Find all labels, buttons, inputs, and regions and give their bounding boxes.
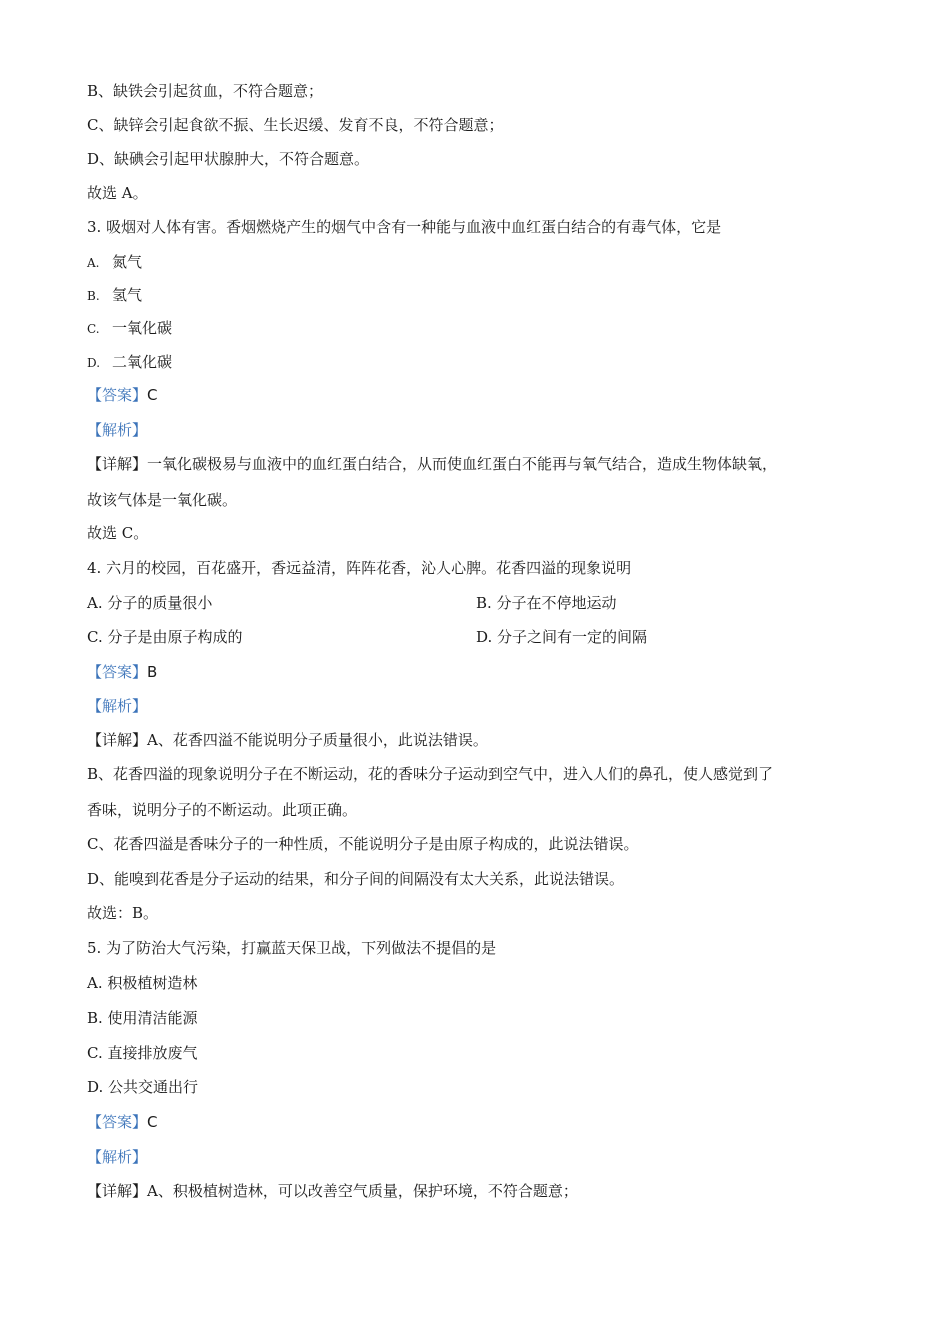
q3-option-b-text: 氢气 <box>112 286 143 304</box>
q4-stem: 4. 六月的校园，百花盛开，香远益清，阵阵花香，沁人心脾。花香四溢的现象说明 <box>87 559 632 577</box>
q4-option-c: C. 分子是由原子构成的 <box>87 628 243 646</box>
q4-answer-value: B <box>147 663 158 681</box>
q4-option-d: D. 分子之间有一定的间隔 <box>476 628 648 646</box>
prev-analysis-b: B、缺铁会引起贫血，不符合题意； <box>87 82 324 100</box>
q4-detail-d: D、能嗅到花香是分子运动的结果，和分子间的间隔没有太大关系，此说法错误。 <box>87 870 625 888</box>
q3-option-d-text: 二氧化碳 <box>112 353 173 371</box>
q3-option-b <box>87 285 142 306</box>
q4-detail-b1: B、花香四溢的现象说明分子在不断运动，花的香味分子运动到空气中，进入人们的鼻孔，使人感觉到了 <box>87 765 774 783</box>
q3-detail-line1: 【详解】一氧化碳极易与血液中的血红蛋白结合，从而使血红蛋白不能再与氧气结合，造成生物体缺氧， <box>87 455 778 473</box>
q4-answer <box>87 662 157 682</box>
q3-option-a <box>87 252 142 273</box>
q3-analysis-tag: 【解析】 <box>87 421 148 439</box>
q3-stem: 3. 吸烟对人体有害。香烟燃烧产生的烟气中含有一种能与血液中血红蛋白结合的有毒气体，它是 <box>87 218 722 236</box>
q5-answer <box>87 1112 158 1132</box>
q3-option-b-letter: B. <box>87 289 100 303</box>
q3-choose: 故选 C。 <box>87 524 149 542</box>
q5-option-b: B. 使用清洁能源 <box>87 1009 198 1027</box>
q3-answer <box>87 385 158 405</box>
q3-option-c-letter: C. <box>87 322 100 336</box>
q3-option-c <box>87 318 172 339</box>
q5-answer-tag: 【答案】 <box>87 1113 148 1131</box>
q4-detail-a: 【详解】A、花香四溢不能说明分子质量很小，此说法错误。 <box>87 731 488 749</box>
q4-option-a: A. 分子的质量很小 <box>87 594 213 612</box>
q3-option-d-letter: D. <box>87 356 101 370</box>
q3-detail-line2: 故该气体是一氧化碳。 <box>87 491 238 509</box>
q4-choose: 故选：B。 <box>87 904 159 922</box>
q5-answer-value: C <box>147 1113 158 1131</box>
q4-detail-b2: 香味，说明分子的不断运动。此项正确。 <box>87 801 358 819</box>
q4-analysis-tag: 【解析】 <box>87 697 148 715</box>
q4-detail-c: C、花香四溢是香味分子的一种性质，不能说明分子是由原子构成的，此说法错误。 <box>87 835 639 853</box>
q3-option-a-text: 氮气 <box>112 253 143 271</box>
q3-option-c-text: 一氧化碳 <box>112 319 173 337</box>
q3-answer-value: C <box>147 386 158 404</box>
q5-option-a: A. 积极植树造林 <box>87 974 198 992</box>
q4-answer-tag: 【答案】 <box>87 663 148 681</box>
q5-option-c: C. 直接排放废气 <box>87 1044 198 1062</box>
prev-choose: 故选 A。 <box>87 184 148 202</box>
q4-option-b: B. 分子在不停地运动 <box>476 594 617 612</box>
q3-option-d <box>87 352 172 373</box>
q3-option-a-letter: A. <box>87 256 100 270</box>
q5-detail-a: 【详解】A、积极植树造林，可以改善空气质量，保护环境，不符合题意； <box>87 1182 578 1200</box>
q5-analysis-tag: 【解析】 <box>87 1148 148 1166</box>
prev-analysis-d: D、缺碘会引起甲状腺肿大，不符合题意。 <box>87 150 370 168</box>
prev-analysis-c: C、缺锌会引起食欲不振、生长迟缓、发育不良，不符合题意； <box>87 116 504 134</box>
q5-stem: 5. 为了防治大气污染，打赢蓝天保卫战，下列做法不提倡的是 <box>87 939 497 957</box>
q3-answer-tag: 【答案】 <box>87 386 148 404</box>
q5-option-d: D. 公共交通出行 <box>87 1078 199 1096</box>
